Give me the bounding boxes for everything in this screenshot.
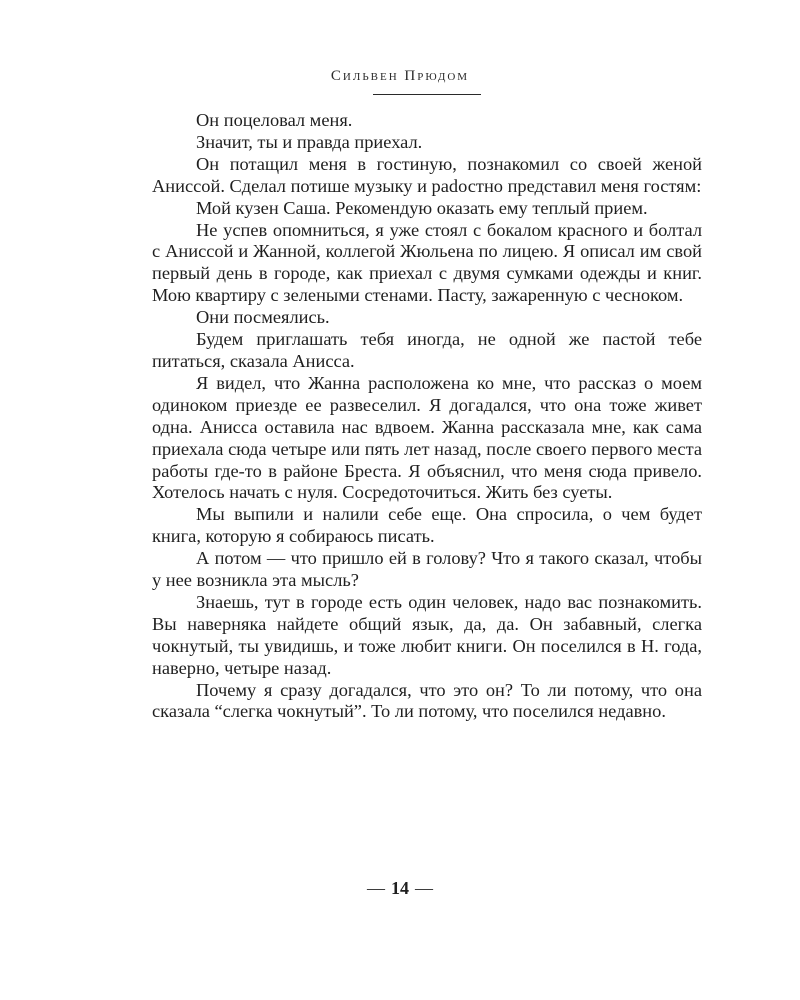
- paragraph-2: Значит, ты и правда приехал.: [196, 131, 423, 152]
- paragraph-4: Мой кузен Саша. Рекомендую оказать ему теплый прием.: [196, 197, 648, 218]
- body-text: [152, 110, 702, 723]
- paragraph-1: Он поцеловал меня.: [196, 110, 353, 130]
- paragraph-10: А потом — что пришло ей в голову? Что я такого сказал, чтобы у нее возникла эта мысль?: [152, 548, 702, 591]
- paragraph-5: Не успев опомниться, я уже стоял с бокалом красного и болтал с Аниссой и Жанной, коллегой Жюльена по лицею. Я описал им свой первый день в городе, как приехал с двумя сумками одежды и книг. Мою квартиру с зелеными стенами. Пасту, зажаренную с чесноком.: [152, 219, 702, 306]
- paragraph-6: Они посмеялись.: [196, 307, 330, 328]
- paragraph-7: Будем приглашать тебя иногда, не одной же пастой тебе питаться, сказала Анисса.: [152, 329, 702, 371]
- page-folio: [0, 878, 800, 899]
- header-rule: [373, 94, 481, 95]
- paragraph-8: Я видел, что Жанна расположена ко мне, что рассказ о моем одиноком приезде ее развеселил. Я догадался, что она тоже живет одна. Анисса оставила нас вдвоем. Жанна рассказала мне, как сама приехала сюда четыре или пять лет назад, после своего первого места работы где-то в районе Бреста. Я объяснил, что меня сюда привело. Хотелось начать с нуля. Сосредоточиться. Жить без суеты.: [152, 372, 702, 503]
- paragraph-11: Знаешь, тут в городе есть один человек, надо вас познакомить. Вы наверняка найдете общий язык, да, да. Он забавный, слегка чокнутый, ты увидишь, и тоже любит книги. Он поселился в Н. года, наверно, четыре назад.: [152, 591, 702, 678]
- folio-dash-left: —: [367, 878, 385, 898]
- page-number: 14: [391, 878, 409, 898]
- running-head-author: Сильвен Прюдом: [330, 68, 470, 84]
- paragraph-9: Мы выпили и налили себе еще. Она спросила, о чем будет книга, которую я собираюсь писать.: [152, 504, 702, 547]
- paragraph-12: Почему я сразу догадался, что это он? То ли потому, что она сказала “слегка чокнутый”. То ли потому, что поселился недавно.: [152, 679, 702, 722]
- paragraph-3: Он потащил меня в гостиную, познакомил со своей женой Аниссой. Сделал потише музыку и раdостно представил меня гостям:: [152, 153, 702, 196]
- folio-dash-right: —: [415, 878, 433, 898]
